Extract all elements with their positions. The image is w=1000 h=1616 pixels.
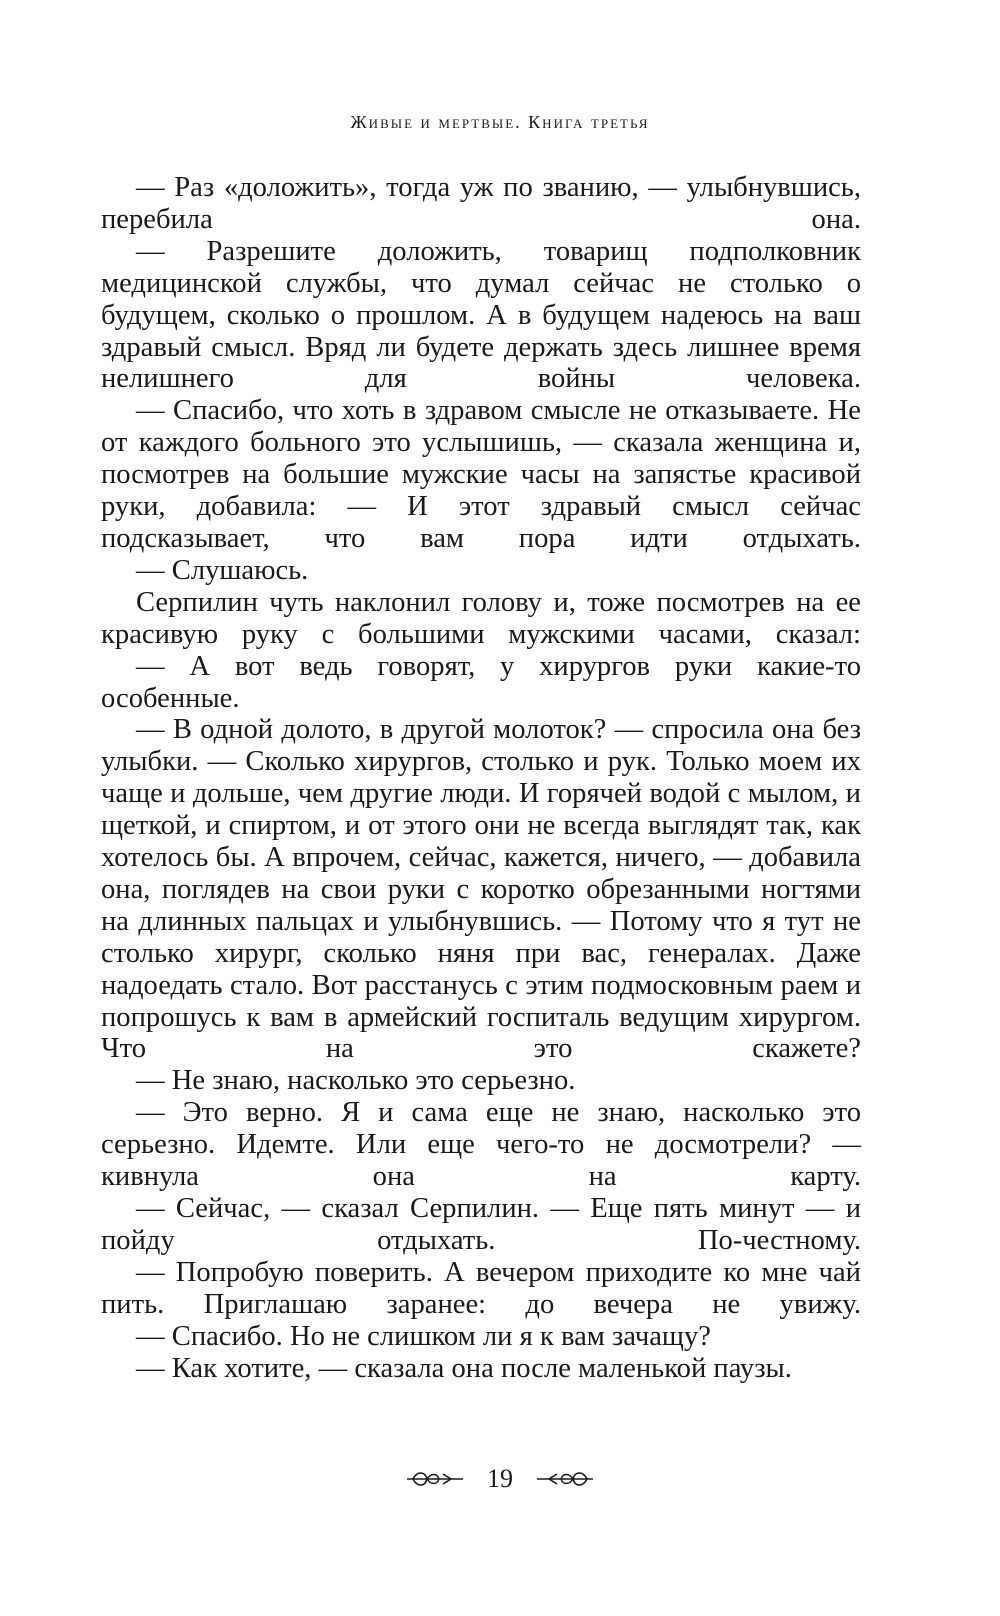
paragraph: — Это верно. Я и сама еще не знаю, насколько это серьезно. Идемте. Или еще чего-то не досмотрели? — кивнула она на карту. [101, 1097, 861, 1193]
paragraph: — Разрешите доложить, товарищ подполковник медицинской службы, что думал сейчас не столько о будущем, сколько о прошлом. А в будущем надеюсь на ваш здравый смысл. Вряд ли будете держать здесь лишнее время нелишнего для войны человека. [101, 235, 861, 395]
body-text [101, 172, 861, 1384]
paragraph: — Сейчас, — сказал Серпилин. — Еще пять минут — и пойду отдыхать. По-честному. [101, 1193, 861, 1256]
paragraph: — Слушаюсь. [136, 554, 309, 586]
vine-ornament-left-icon [405, 1468, 465, 1490]
paragraph: — Раз «доложить», тогда уж по званию, — улыбнувшись, перебила она. [101, 172, 861, 235]
paragraph: — Не знаю, насколько это серьезно. [136, 1065, 576, 1097]
paragraph: — А вот ведь говорят, у хирургов руки какие-то особенные. [101, 650, 861, 714]
paragraph: — Попробую поверить. А вечером приходите ко мне чай пить. Приглашаю заранее: до вечера не увижу. [101, 1256, 861, 1320]
vine-ornament-right-icon [535, 1468, 595, 1490]
paragraph: Серпилин чуть наклонил голову и, тоже посмотрев на ее красивую руку с большими мужскими часами, сказал: [101, 586, 861, 650]
running-title: Живые и мертвые. Книга третья [350, 112, 650, 132]
paragraph: — Спасибо. Но не слишком ли я к вам зачащу? [136, 1320, 711, 1352]
page-footer [0, 1464, 1000, 1494]
paragraph: — В одной долото, в другой молоток? — спросила она без улыбки. — Сколько хирургов, столько и рук. Только моем их чаще и дольше, чем другие люди. И горячей водой с мылом, и щеткой, и спиртом, и от этого они не всегда выглядят так, как хотелось бы. А впрочем, сейчас, кажется, ничего, — добавила она, поглядев на свои руки с коротко обрезанными ногтями на длинных пальцах и улыбнувшись. — Потому что я тут не столько хирург, сколько няня при вас, генералах. Даже надоедать стало. Вот расстанусь с этим подмосковным раем и попрошусь к вам в армейский госпиталь ведущим хирургом. Что на это скажете? [101, 714, 861, 1065]
paragraph: — Спасибо, что хоть в здравом смысле не отказываете. Не от каждого больного это услышишь, — сказала женщина и, посмотрев на большие мужские часы на запястье красивой руки, добавила: — И этот здравый смысл сейчас подсказывает, что вам пора идти отдыхать. [101, 395, 861, 554]
paragraph: — Как хотите, — сказала она после маленькой паузы. [136, 1352, 792, 1384]
page-number: 19 [487, 1464, 513, 1493]
